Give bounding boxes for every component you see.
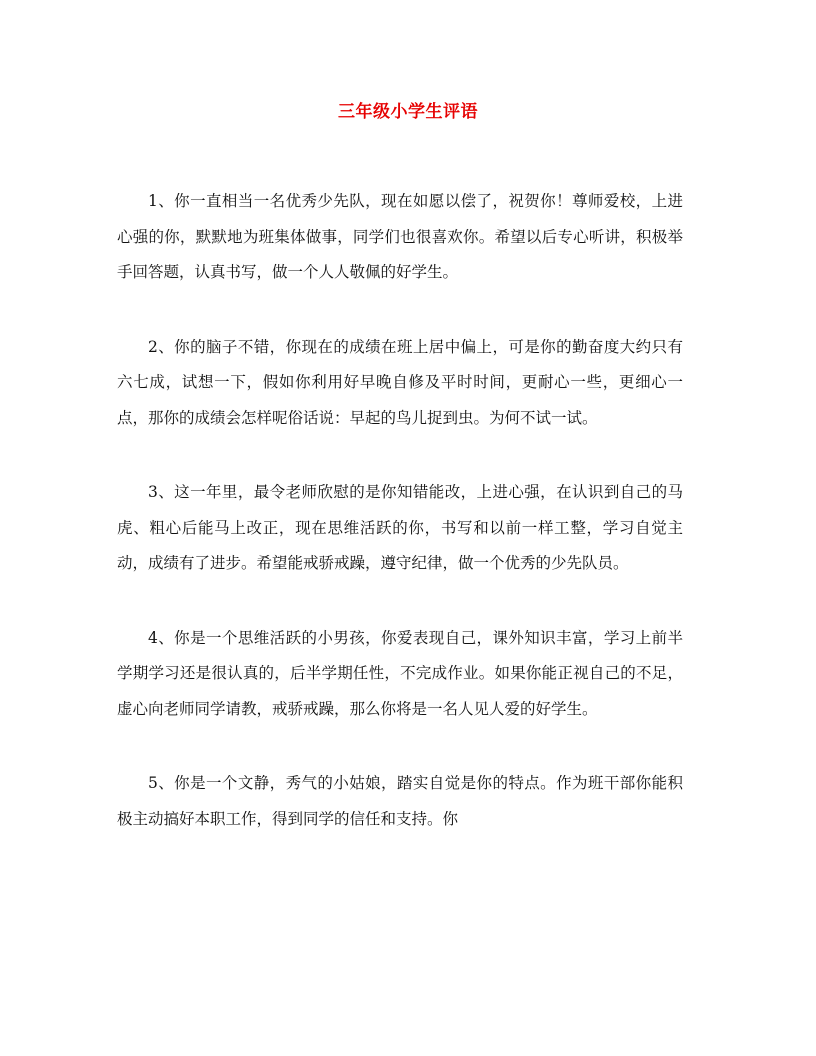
page-title: 三年级小学生评语 [338,102,478,122]
document-body [117,184,683,876]
comment-paragraph-4: 4、你是一个思维活跃的小男孩，你爱表现自己，课外知识丰富，学习上前半学期学习还是很认真的，后半学期任性，不完成作业。如果你能正视自己的不足，虚心向老师同学请教，戒骄戒躁，那么你将是一名人见人爱的好学生。 [117,628,683,718]
comment-paragraph-1: 1、你一直相当一名优秀少先队，现在如愿以偿了，祝贺你！尊师爱校，上进心强的你，默默地为班集体做事，同学们也很喜欢你。希望以后专心听讲，积极举手回答题，认真书写，做一个人人敬佩的好学生。 [117,192,683,281]
comment-paragraph-3: 3、这一年里，最令老师欣慰的是你知错能改，上进心强，在认识到自己的马虎、粗心后能马上改正，现在思维活跃的你，书写和以前一样工整，学习自觉主动，成绩有了进步。希望能戒骄戒躁，遵守纪律，做一个优秀的少先队员。 [117,483,683,572]
comment-paragraph-2: 2、你的脑子不错，你现在的成绩在班上居中偏上，可是你的勤奋度大约只有六七成，试想一下，假如你利用好早晚自修及平时时间，更耐心一些，更细心一点，那你的成绩会怎样呢俗话说：早起的鸟儿捉到虫。为何不试一试。 [117,337,683,427]
comment-paragraph-5: 5、你是一个文静，秀气的小姑娘，踏实自觉是你的特点。作为班干部你能积极主动搞好本职工作，得到同学的信任和支持。你 [117,774,683,828]
